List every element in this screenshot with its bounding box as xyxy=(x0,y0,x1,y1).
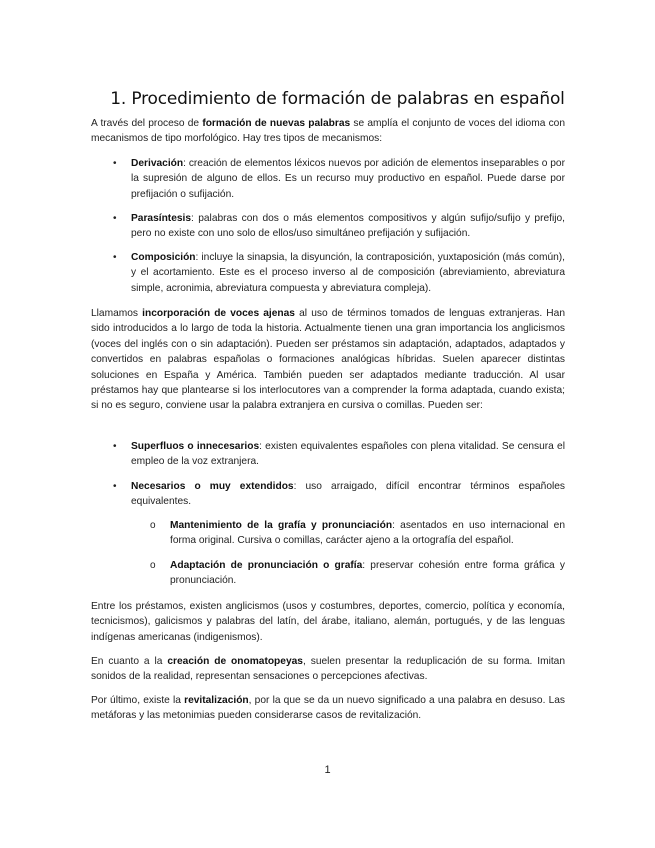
sub-bullet-marker: o xyxy=(150,560,156,571)
loans-origin-paragraph: Entre los préstamos, existen anglicismos (usos y costumbres, deportes, comercio, política y economía, tecnicismos), galicismos y palabras del latín, del árabe, italiano, alemán, portugués, y de las lenguas indígenas americanas (indigenismos). xyxy=(91,601,565,643)
list-item-superfluos: Superfluos o innecesarios: existen equivalentes españoles con plena vitalidad. Se censura el empleo de la voz extranjera. xyxy=(131,441,565,468)
bullet-marker: • xyxy=(113,213,117,224)
bullet-marker: • xyxy=(113,158,117,169)
loans-paragraph: Llamamos incorporación de voces ajenas al uso de términos tomados de lenguas extranjeras. Han sido introducidos a lo largo de toda la historia. Actualmente tienen una gran importancia los anglicismos (voces del inglés con o sin adaptación). Pueden ser préstamos sin adaptación, adaptados, adaptados y convertidos en palabras españolas o formaciones analógicas híbridas. Suelen aparecer distintas soluciones en España y América. También pueden ser adaptados mediante traducción. Al usar préstamos hay que plantearse si los interlocutores van a comprender la forma adaptada, cuando exista; si no es seguro, conviene usar la palabra extranjera en cursiva o comillas. Pueden ser: xyxy=(91,308,565,412)
sub-item-adaptacion: Adaptación de pronunciación o grafía: preservar cohesión entre forma gráfica y pronunciación. xyxy=(170,560,566,587)
list-item-derivacion: Derivación: creación de elementos léxicos nuevos por adición de elementos inseparables o por la supresión de alguno de ellos. Es un recurso muy productivo en español. Puede darse por prefijación o sufijación. xyxy=(131,158,565,200)
list-item-necesarios: Necesarios o muy extendidos: uso arraigado, difícil encontrar términos españoles equivalentes. xyxy=(131,481,566,508)
page-number: 1 xyxy=(324,764,331,776)
page-title: 1. Procedimiento de formación de palabras en español xyxy=(110,89,565,109)
revitalizacion-paragraph: Por último, existe la revitalización, por la que se da un nuevo significado a una palabra en desuso. Las metáforas y las metonimias pueden considerarse casos de revitalización. xyxy=(91,695,565,722)
intro-paragraph: A través del proceso de formación de nuevas palabras se amplía el conjunto de voces del idioma con mecanismos de tipo morfológico. Hay tres tipos de mecanismos: xyxy=(91,118,566,145)
list-item-parasintesis: Parasíntesis: palabras con dos o más elementos compositivos y algún sufijo/sufijo y prefijo, pero no existe con uno solo de ellos/uso simultáneo prefijación y sufijación. xyxy=(131,213,565,240)
sub-item-mantenimiento: Mantenimiento de la grafía y pronunciación: asentados en uso internacional en forma original. Cursiva o comillas, carácter ajeno a la ortografía del español. xyxy=(170,520,565,547)
list-item-composicion: Composición: incluye la sinapsia, la disyunción, la contraposición, yuxtaposición (más común), y el acortamiento. Este es el proceso inverso al de composición (abreviamiento, abreviatura simple, acronimia, abreviatura compuesta y abreviatura compleja). xyxy=(131,252,565,294)
sub-bullet-marker: o xyxy=(150,520,156,531)
bullet-marker: • xyxy=(113,441,117,452)
onomatopeyas-paragraph: En cuanto a la creación de onomatopeyas, suelen presentar la reduplicación de su forma. Imitan sonidos de la realidad, representan sensaciones o percepciones afectivas. xyxy=(91,656,565,683)
bullet-marker: • xyxy=(113,252,117,263)
bullet-marker: • xyxy=(113,481,117,492)
